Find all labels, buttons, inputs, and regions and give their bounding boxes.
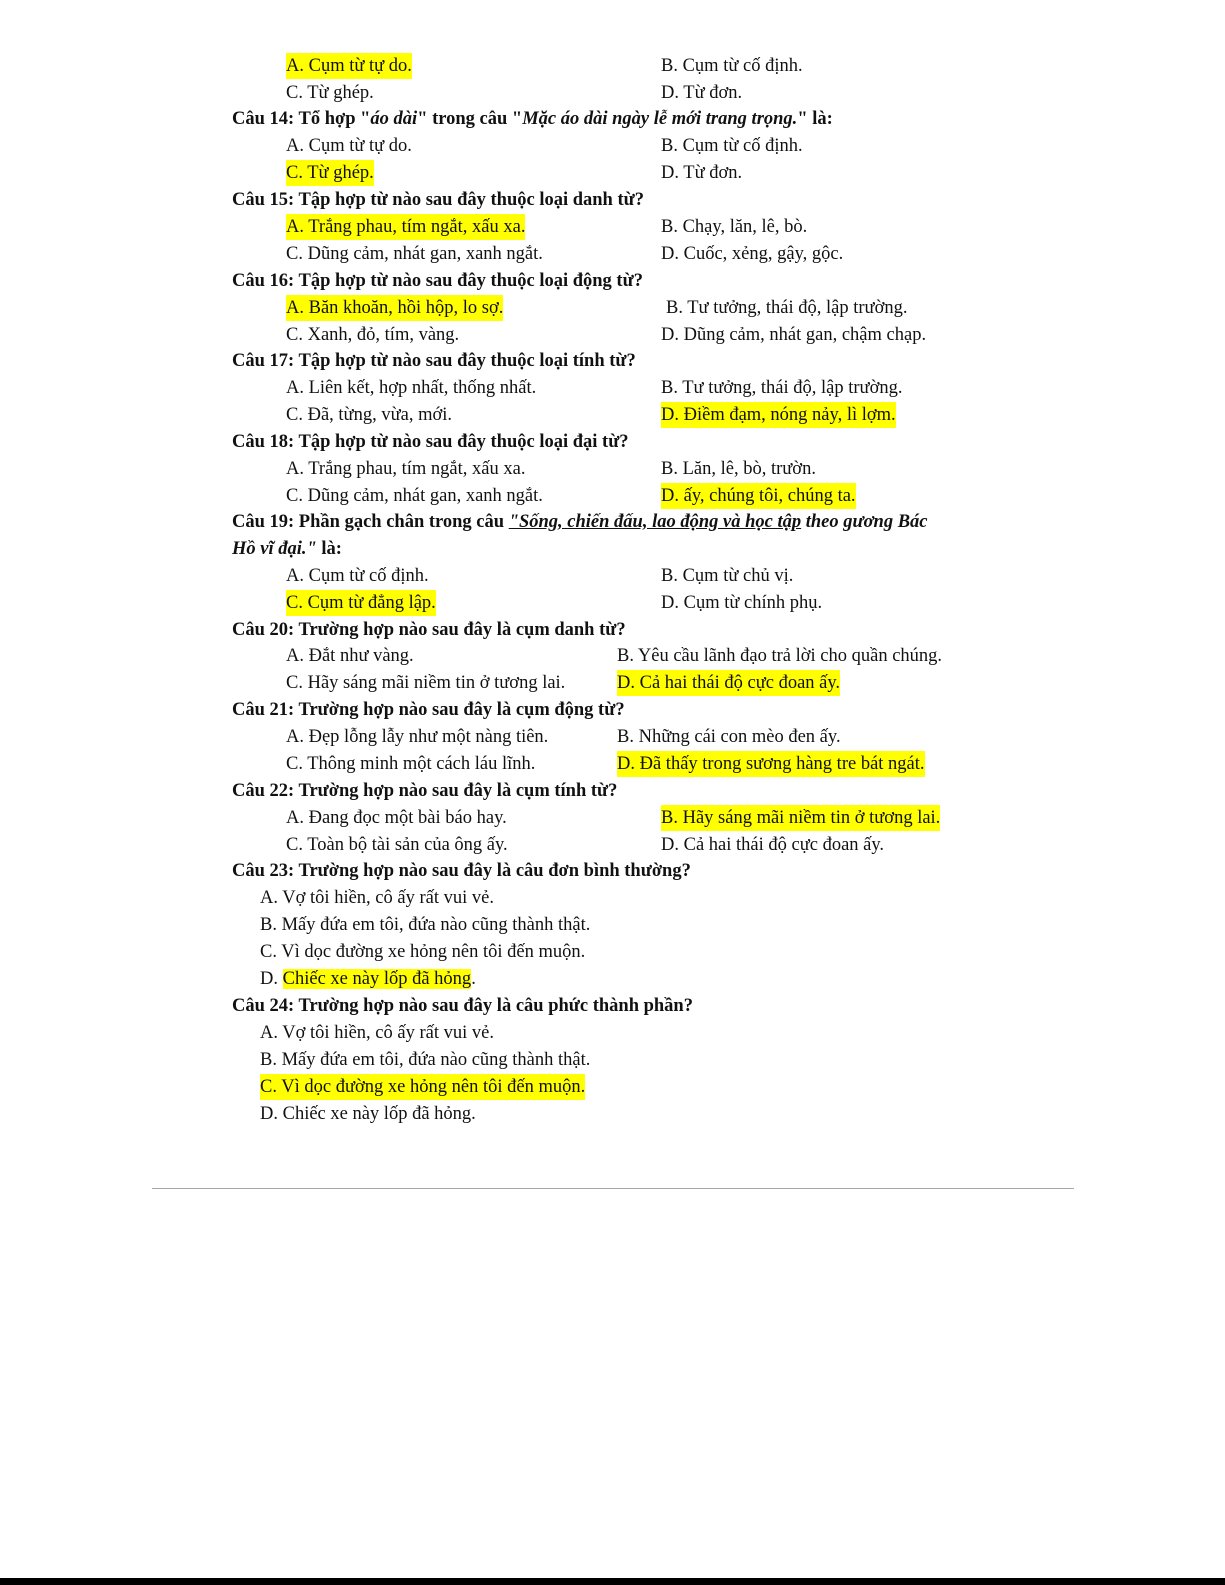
- question-14-term: áo dài: [370, 109, 418, 129]
- q23-option-b: B. Mấy đứa em tôi, đứa nào cũng thành thật.: [260, 915, 591, 935]
- q21-option-a: A. Đẹp lỗng lẫy như một nàng tiên.: [286, 727, 549, 747]
- q14-option-b: B. Cụm từ cố định.: [661, 136, 803, 156]
- q13-option-c: C. Từ ghép.: [286, 83, 374, 103]
- q19-option-a: A. Cụm từ cố định.: [286, 566, 429, 586]
- question-18: Câu 18: Tập hợp từ nào sau đây thuộc loại đại từ?: [232, 432, 629, 452]
- question-20: Câu 20: Trường hợp nào sau đây là cụm danh từ?: [232, 620, 626, 640]
- q20-option-d: D. Cả hai thái độ cực đoan ấy.: [617, 670, 840, 696]
- q16-option-b: B. Tư tưởng, thái độ, lập trường.: [666, 298, 908, 318]
- question-14-suffix: " là:: [797, 109, 833, 129]
- q21-option-d: D. Đã thấy trong sương hàng tre bát ngát.: [617, 751, 925, 777]
- q15-option-a: A. Trắng phau, tím ngắt, xấu xa.: [286, 214, 525, 240]
- question-14: [232, 106, 833, 132]
- question-19-underlined: "Sống, chiến đấu, lao động và học tập: [508, 512, 802, 532]
- q22-option-b: B. Hãy sáng mãi niềm tin ở tương lai.: [661, 805, 940, 831]
- q19-option-b: B. Cụm từ chủ vị.: [661, 566, 794, 586]
- q13-option-a: A. Cụm từ tự do.: [286, 53, 412, 79]
- question-19-sentence-end: Hồ vĩ đại.": [232, 539, 317, 559]
- q20-option-c: C. Hãy sáng mãi niềm tin ở tương lai.: [286, 673, 566, 693]
- question-19: [232, 509, 928, 535]
- question-15: Câu 15: Tập hợp từ nào sau đây thuộc loại danh từ?: [232, 190, 644, 210]
- q13-option-d: D. Từ đơn.: [661, 83, 743, 103]
- q19-option-d: D. Cụm từ chính phụ.: [661, 593, 823, 613]
- q23-option-c: C. Vì dọc đường xe hỏng nên tôi đến muộn.: [260, 942, 586, 962]
- q23-option-a: A. Vợ tôi hiền, cô ấy rất vui vẻ.: [260, 888, 494, 908]
- q14-option-a: A. Cụm từ tự do.: [286, 136, 412, 156]
- question-14-middle: " trong câu ": [417, 109, 523, 129]
- q16-option-c: C. Xanh, đỏ, tím, vàng.: [286, 325, 460, 345]
- q16-option-d: D. Dũng cảm, nhát gan, chậm chạp.: [661, 325, 927, 345]
- q21-option-b: B. Những cái con mèo đen ấy.: [617, 727, 841, 747]
- q24-option-c: C. Vì dọc đường xe hỏng nên tôi đến muộn.: [260, 1074, 585, 1100]
- q14-option-c: C. Từ ghép.: [286, 160, 374, 186]
- q22-option-c: C. Toàn bộ tài sản của ông ấy.: [286, 835, 508, 855]
- question-19-prefix: Câu 19: Phần gạch chân trong câu: [232, 512, 509, 532]
- q24-option-a: A. Vợ tôi hiền, cô ấy rất vui vẻ.: [260, 1023, 494, 1043]
- q22-option-a: A. Đang đọc một bài báo hay.: [286, 808, 507, 828]
- q23-option-d-answer: Chiếc xe này lốp đã hỏng: [282, 969, 472, 989]
- q20-option-a: A. Đắt như vàng.: [286, 646, 414, 666]
- q23-option-d: [260, 966, 476, 992]
- q17-option-d: D. Điềm đạm, nóng nảy, lì lợm.: [661, 402, 896, 428]
- q17-option-b: B. Tư tưởng, thái độ, lập trường.: [661, 378, 903, 398]
- question-16: Câu 16: Tập hợp từ nào sau đây thuộc loại động từ?: [232, 271, 643, 291]
- q22-option-d: D. Cả hai thái độ cực đoan ấy.: [661, 835, 885, 855]
- q16-option-a: A. Băn khoăn, hồi hộp, lo sợ.: [286, 295, 503, 321]
- q15-option-c: C. Dũng cảm, nhát gan, xanh ngắt.: [286, 244, 543, 264]
- question-19-suffix: là:: [316, 539, 342, 559]
- question-14-sentence: Mặc áo dài ngày lễ mới trang trọng.: [522, 109, 798, 129]
- q13-option-b: B. Cụm từ cố định.: [661, 56, 803, 76]
- page-divider: [152, 1188, 1074, 1189]
- q19-option-c: C. Cụm từ đẳng lập.: [286, 590, 436, 616]
- question-19-line-2: [232, 536, 342, 562]
- q17-option-c: C. Đã, từng, vừa, mới.: [286, 405, 453, 425]
- q18-option-b: B. Lăn, lê, bò, trườn.: [661, 459, 816, 479]
- q23-option-d-period: .: [471, 969, 476, 989]
- question-24: Câu 24: Trường hợp nào sau đây là câu phức thành phần?: [232, 996, 693, 1016]
- q14-option-d: D. Từ đơn.: [661, 163, 743, 183]
- question-17: Câu 17: Tập hợp từ nào sau đây thuộc loại tính từ?: [232, 351, 636, 371]
- q18-option-a: A. Trắng phau, tím ngắt, xấu xa.: [286, 459, 526, 479]
- q24-option-b: B. Mấy đứa em tôi, đứa nào cũng thành thật.: [260, 1050, 591, 1070]
- q20-option-b: B. Yêu cầu lãnh đạo trả lời cho quần chúng.: [617, 646, 943, 666]
- q24-option-d: D. Chiếc xe này lốp đã hỏng.: [260, 1104, 476, 1124]
- q21-option-c: C. Thông minh một cách láu lĩnh.: [286, 754, 536, 774]
- question-14-prefix: Câu 14: Tổ hợp ": [232, 109, 371, 129]
- q18-option-c: C. Dũng cảm, nhát gan, xanh ngắt.: [286, 486, 543, 506]
- q15-option-d: D. Cuốc, xẻng, gậy, gộc.: [661, 244, 844, 264]
- question-19-sentence-rest: theo gương Bác: [801, 512, 928, 532]
- q15-option-b: B. Chạy, lăn, lê, bò.: [661, 217, 808, 237]
- question-22: Câu 22: Trường hợp nào sau đây là cụm tính từ?: [232, 781, 618, 801]
- q23-option-d-letter: D.: [260, 969, 283, 989]
- question-21: Câu 21: Trường hợp nào sau đây là cụm động từ?: [232, 700, 625, 720]
- bottom-edge-bar: [0, 1578, 1225, 1585]
- q17-option-a: A. Liên kết, hợp nhất, thống nhất.: [286, 378, 537, 398]
- q18-option-d: D. ấy, chúng tôi, chúng ta.: [661, 483, 856, 509]
- question-23: Câu 23: Trường hợp nào sau đây là câu đơn bình thường?: [232, 861, 691, 881]
